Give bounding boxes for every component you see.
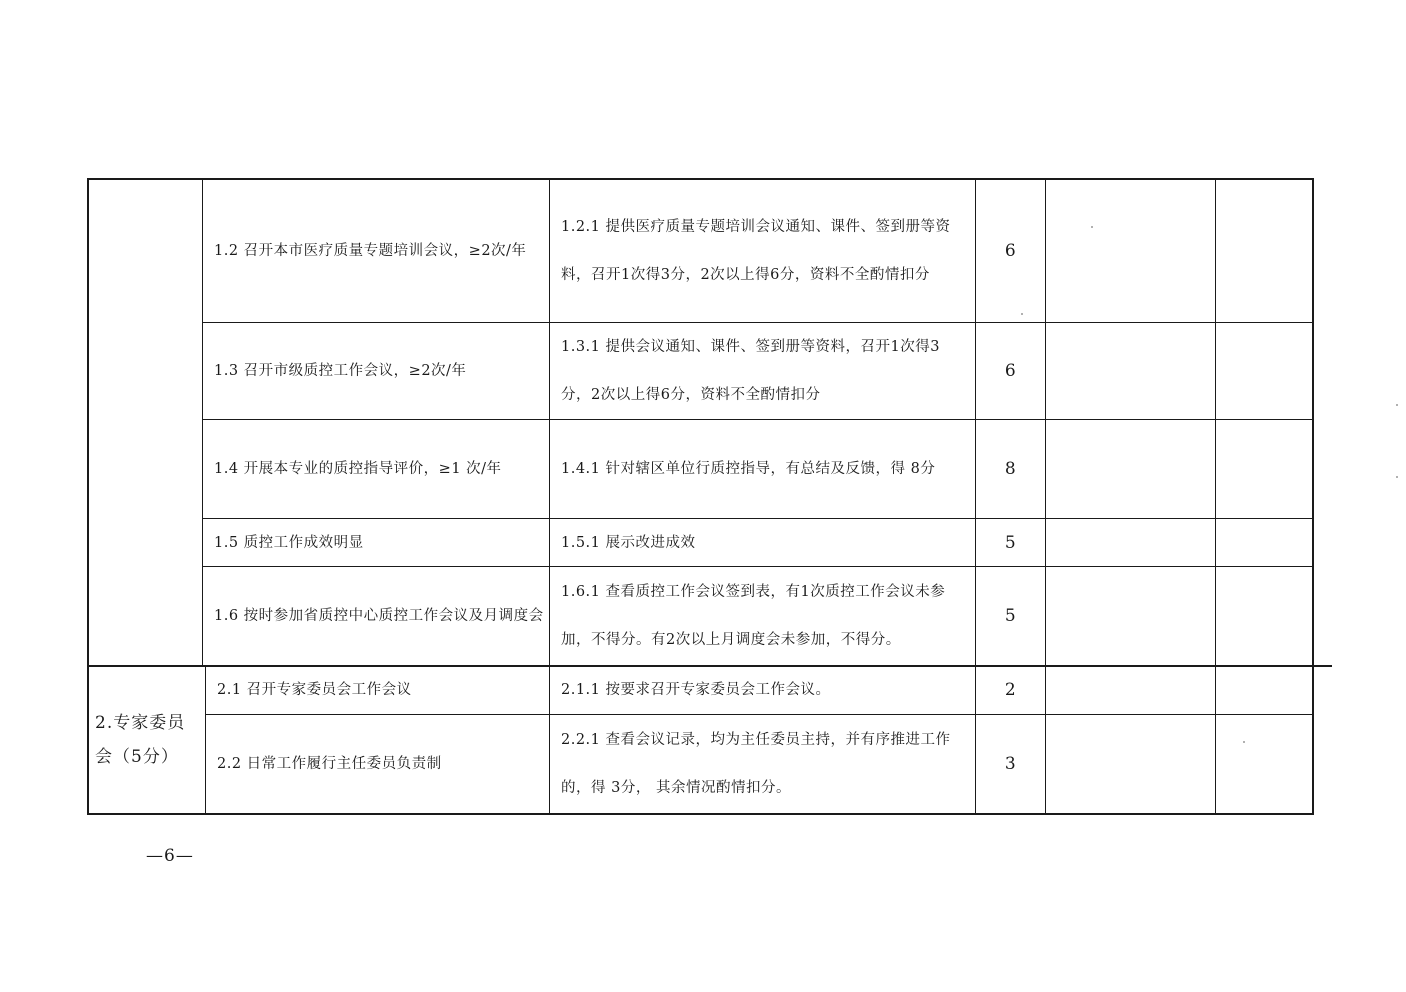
score-value: 6	[1004, 361, 1017, 381]
score-value: 5	[1004, 606, 1017, 626]
table-cell-score	[976, 666, 1045, 714]
table-cell-detail	[551, 666, 975, 714]
score-value: 5	[1004, 532, 1017, 553]
score-value: 3	[1004, 754, 1017, 774]
table-col-divider-2	[549, 178, 550, 815]
table-col-divider-1-lower	[205, 665, 206, 815]
scan-speck	[1396, 476, 1398, 478]
table-cell-score	[976, 519, 1045, 566]
detail-text-1-2-1: 1.2.1 提供医疗质量专题培训会议通知、课件、签到册等资料，召开1次得3分，2次以上得6分，资料不全酌情扣分	[561, 218, 951, 283]
table-cell-score	[976, 715, 1045, 813]
table-cell-score	[976, 323, 1045, 419]
table-cell-score	[976, 567, 1045, 665]
standard-text-1-2: 1.2 召开本市医疗质量专题培训会议，≥2次/年	[214, 242, 527, 259]
score-value: 2	[1004, 680, 1017, 700]
standard-text-1-4: 1.4 开展本专业的质控指导评价，≥1 次/年	[214, 461, 502, 477]
table-cell-detail	[551, 179, 975, 322]
detail-text-1-4-1: 1.4.1 针对辖区单位行质控指导，有总结及反馈，得 8分	[561, 461, 936, 477]
section-label-expert-committee	[89, 700, 205, 780]
table-cell-standard	[204, 519, 549, 566]
standard-text-1-6: 1.6 按时参加省质控中心质控工作会议及月调度会	[214, 608, 544, 624]
table-col-divider-1-upper	[202, 178, 203, 665]
table-cell-standard	[204, 567, 549, 665]
table-cell-standard	[204, 179, 549, 322]
page-number: —6—	[146, 846, 194, 866]
standard-text-2-2: 2.2 日常工作履行主任委员负责制	[217, 756, 442, 772]
table-cell-detail	[551, 519, 975, 566]
table-cell-standard	[204, 420, 549, 518]
table-cell-detail	[551, 420, 975, 518]
standard-text-2-1: 2.1 召开专家委员会工作会议	[217, 682, 412, 698]
table-cell-score	[976, 179, 1045, 322]
table-cell-detail	[551, 323, 975, 419]
table-border-right	[1312, 178, 1314, 815]
detail-text-2-2-1: 2.2.1 查看会议记录，均为主任委员主持，并有序推进工作的，得 3分， 其余情况酌情扣分。	[561, 732, 951, 796]
table-col-divider-4	[1045, 178, 1046, 815]
table-cell-detail	[551, 715, 975, 813]
table-cell-score	[976, 420, 1045, 518]
scan-speck	[1021, 313, 1023, 315]
scan-speck	[1091, 226, 1093, 228]
scan-speck	[1243, 741, 1245, 743]
table-border-bottom	[87, 813, 1314, 815]
table-cell-standard	[207, 666, 549, 714]
table-cell-standard	[204, 323, 549, 419]
table-cell-detail	[551, 567, 975, 665]
table-cell-standard	[207, 715, 549, 813]
section-2-label: 2.专家委员会（5分）	[95, 713, 186, 767]
standard-text-1-5: 1.5 质控工作成效明显	[214, 534, 364, 551]
score-value: 8	[1004, 459, 1017, 479]
standard-text-1-3: 1.3 召开市级质控工作会议，≥2次/年	[214, 363, 467, 379]
table-col-divider-5	[1215, 178, 1216, 815]
scan-speck	[1396, 404, 1398, 406]
detail-text-1-5-1: 1.5.1 展示改进成效	[561, 534, 696, 551]
detail-text-2-1-1: 2.1.1 按要求召开专家委员会工作会议。	[561, 682, 831, 698]
detail-text-1-6-1: 1.6.1 查看质控工作会议签到表，有1次质控工作会议未参加，不得分。有2次以上月调度会未参加，不得分。	[561, 584, 946, 648]
detail-text-1-3-1: 1.3.1 提供会议通知、课件、签到册等资料，召开1次得3分，2次以上得6分，资料不全酌情扣分	[561, 339, 940, 403]
score-value: 6	[1004, 240, 1017, 261]
